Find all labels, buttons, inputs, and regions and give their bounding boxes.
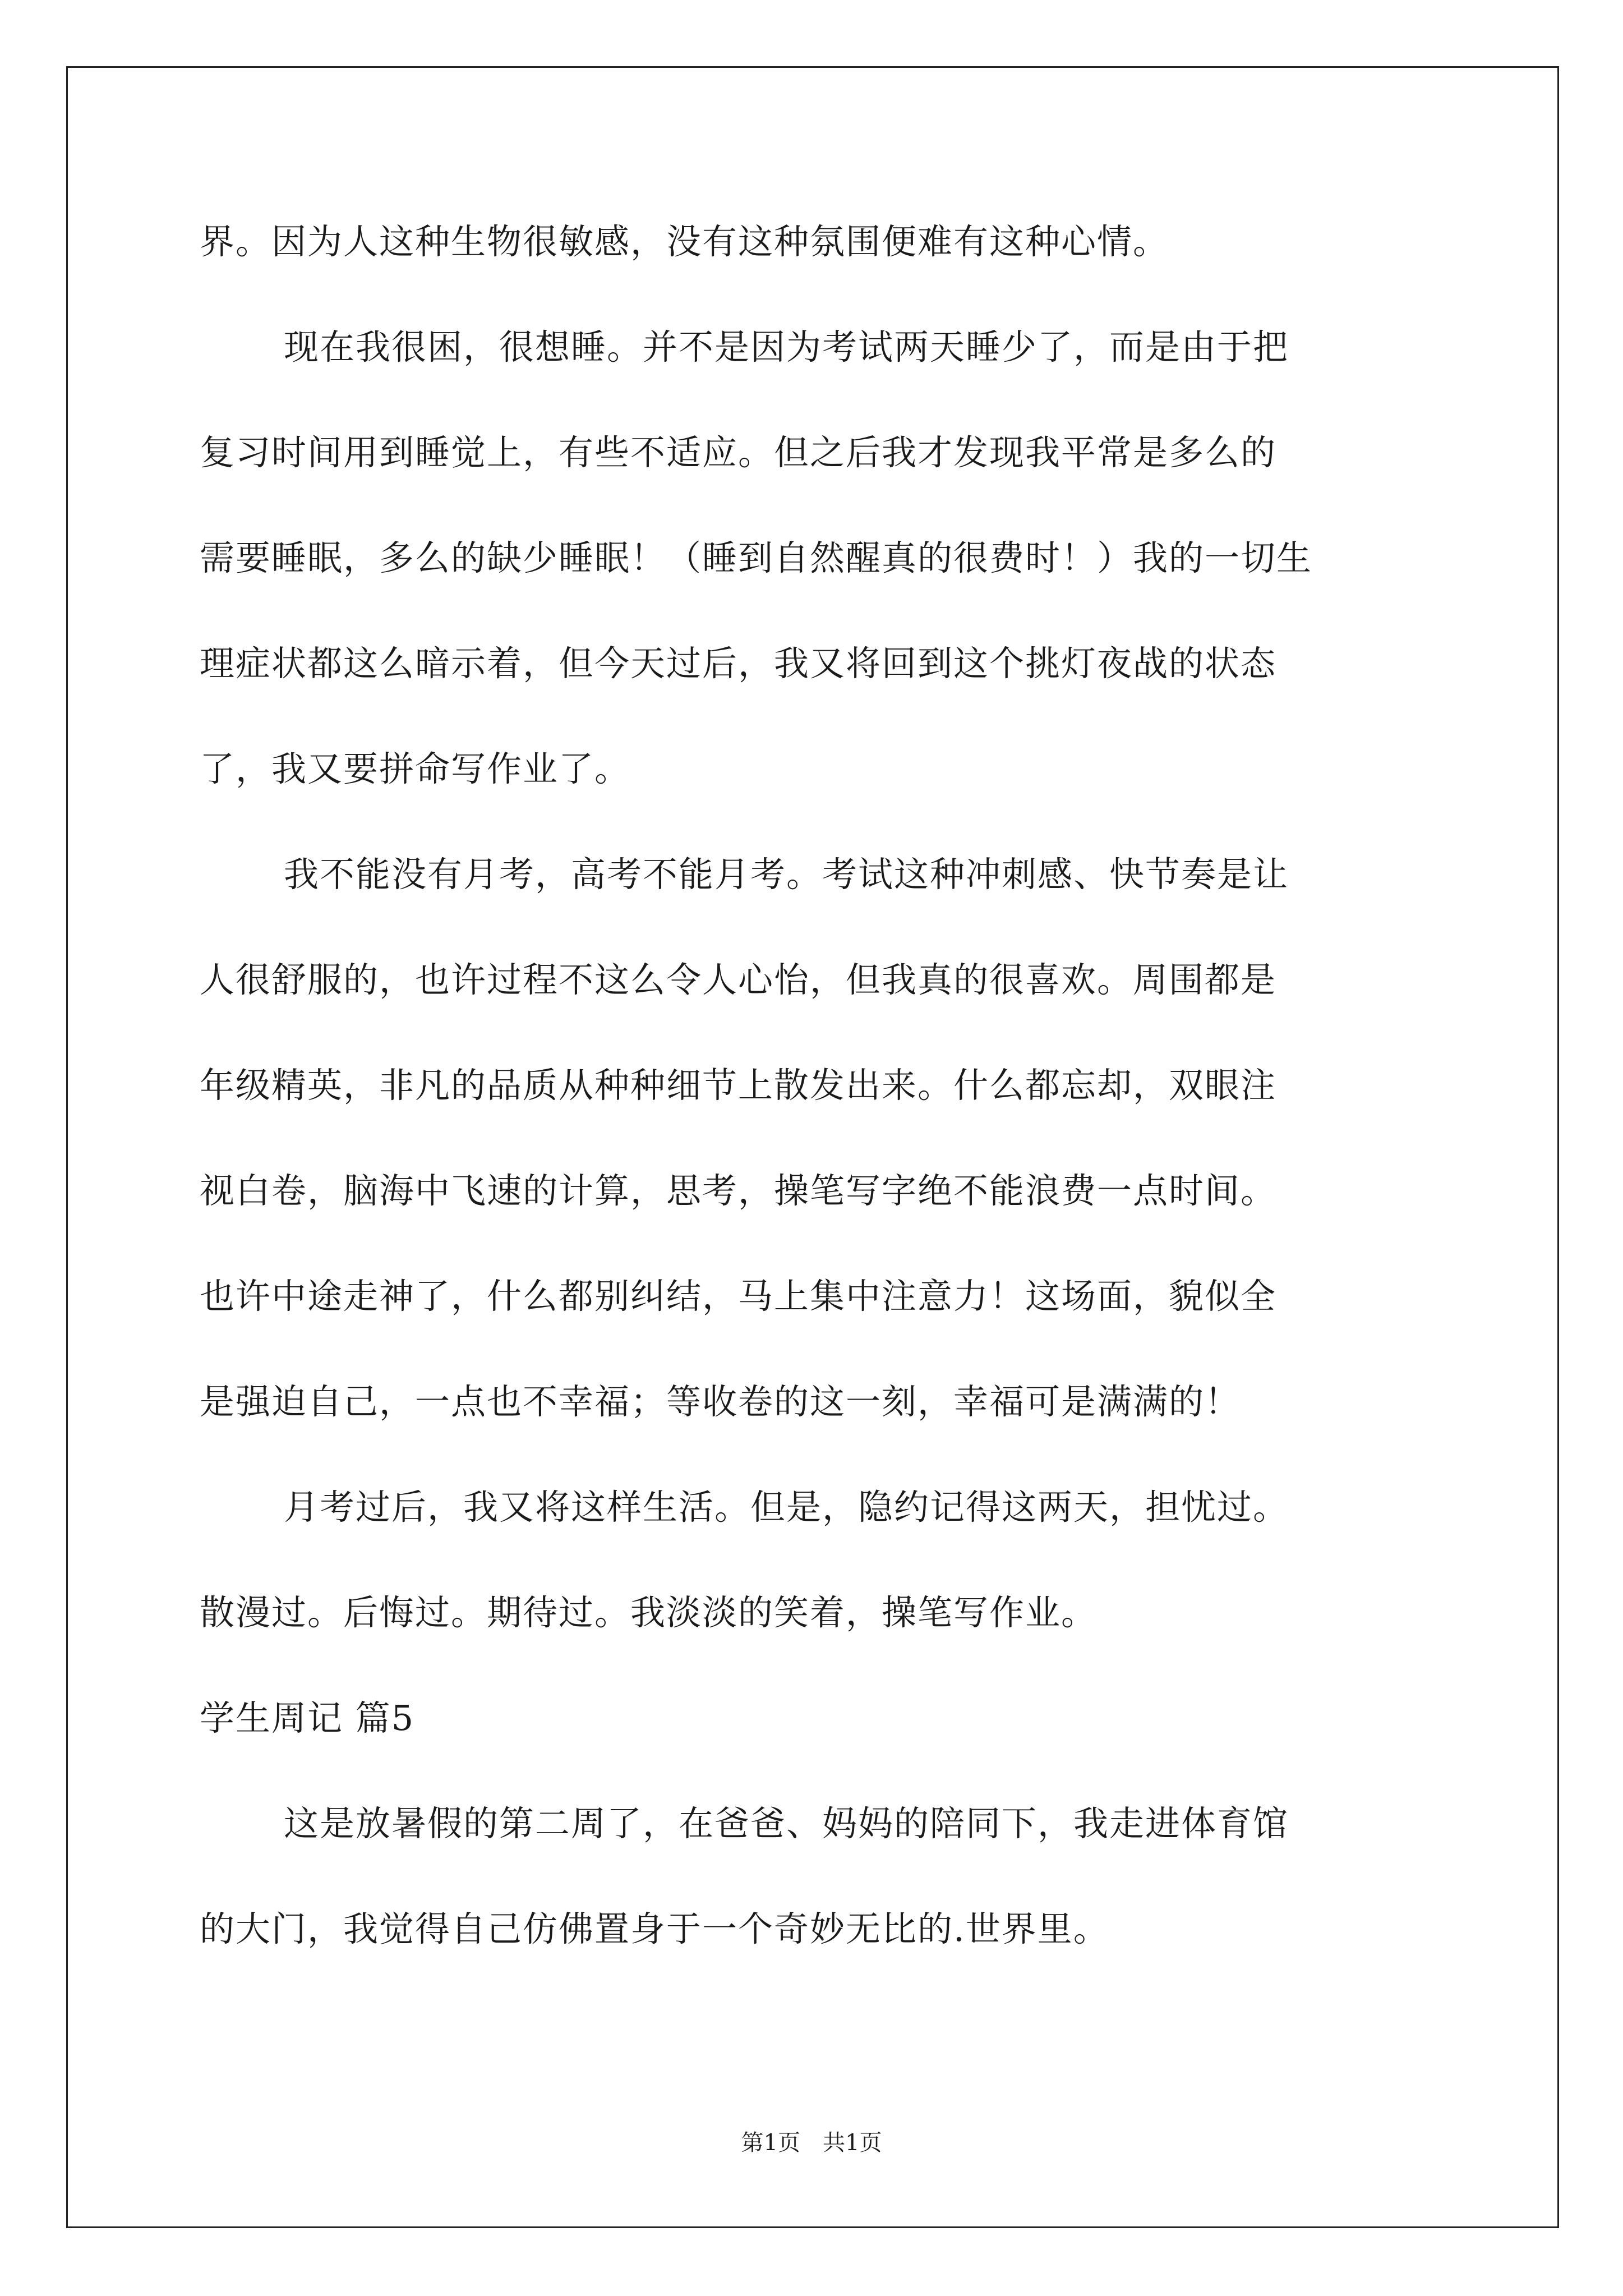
text-line: 是强迫自己，一点也不幸福；等收卷的这一刻，幸福可是满满的！: [200, 1381, 1241, 1422]
text-line: 理症状都这么暗示着，但今天过后，我又将回到这个挑灯夜战的状态: [200, 643, 1277, 684]
text-line: 视白卷，脑海中飞速的计算，思考，操笔写字绝不能浪费一点时间。: [200, 1170, 1277, 1211]
document-body: [200, 216, 1433, 2009]
text-line: 这是放暑假的第二周了，在爸爸、妈妈的陪同下，我走进体育馆: [284, 1803, 1289, 1844]
section-heading: 学生周记 篇5: [200, 1697, 415, 1738]
text-line: 年级精英，非凡的品质从种种细节上散发出来。什么都忘却，双眼注: [200, 1065, 1277, 1106]
text-line: 也许中途走神了，什么都别纠结，马上集中注意力！这场面，貌似全: [200, 1276, 1277, 1317]
text-line: 了，我又要拼命写作业了。: [200, 748, 631, 789]
page-number-footer: 第1页 共1页: [741, 2130, 882, 2156]
text-line: 人很舒服的，也许过程不这么令人心怡，但我真的很喜欢。周围都是: [200, 959, 1277, 1000]
text-line: 复习时间用到睡觉上，有些不适应。但之后我才发现我平常是多么的: [200, 432, 1277, 473]
text-line: 散漫过。后悔过。期待过。我淡淡的笑着，操笔写作业。: [200, 1592, 1098, 1633]
text-line: 月考过后，我又将这样生活。但是，隐约记得这两天，担忧过。: [284, 1487, 1289, 1527]
text-line: 我不能没有月考，高考不能月考。考试这种冲刺感、快节奏是让: [284, 854, 1289, 895]
text-line: 的大门，我觉得自己仿佛置身于一个奇妙无比的.世界里。: [200, 1908, 1109, 1949]
text-line: 需要睡眠，多么的缺少睡眠！（睡到自然醒真的很费时！）我的一切生: [200, 537, 1313, 578]
text-line: 现在我很困，很想睡。并不是因为考试两天睡少了，而是由于把: [284, 326, 1289, 367]
text-line: 界。因为人这种生物很敏感，没有这种氛围便难有这种心情。: [200, 221, 1169, 262]
